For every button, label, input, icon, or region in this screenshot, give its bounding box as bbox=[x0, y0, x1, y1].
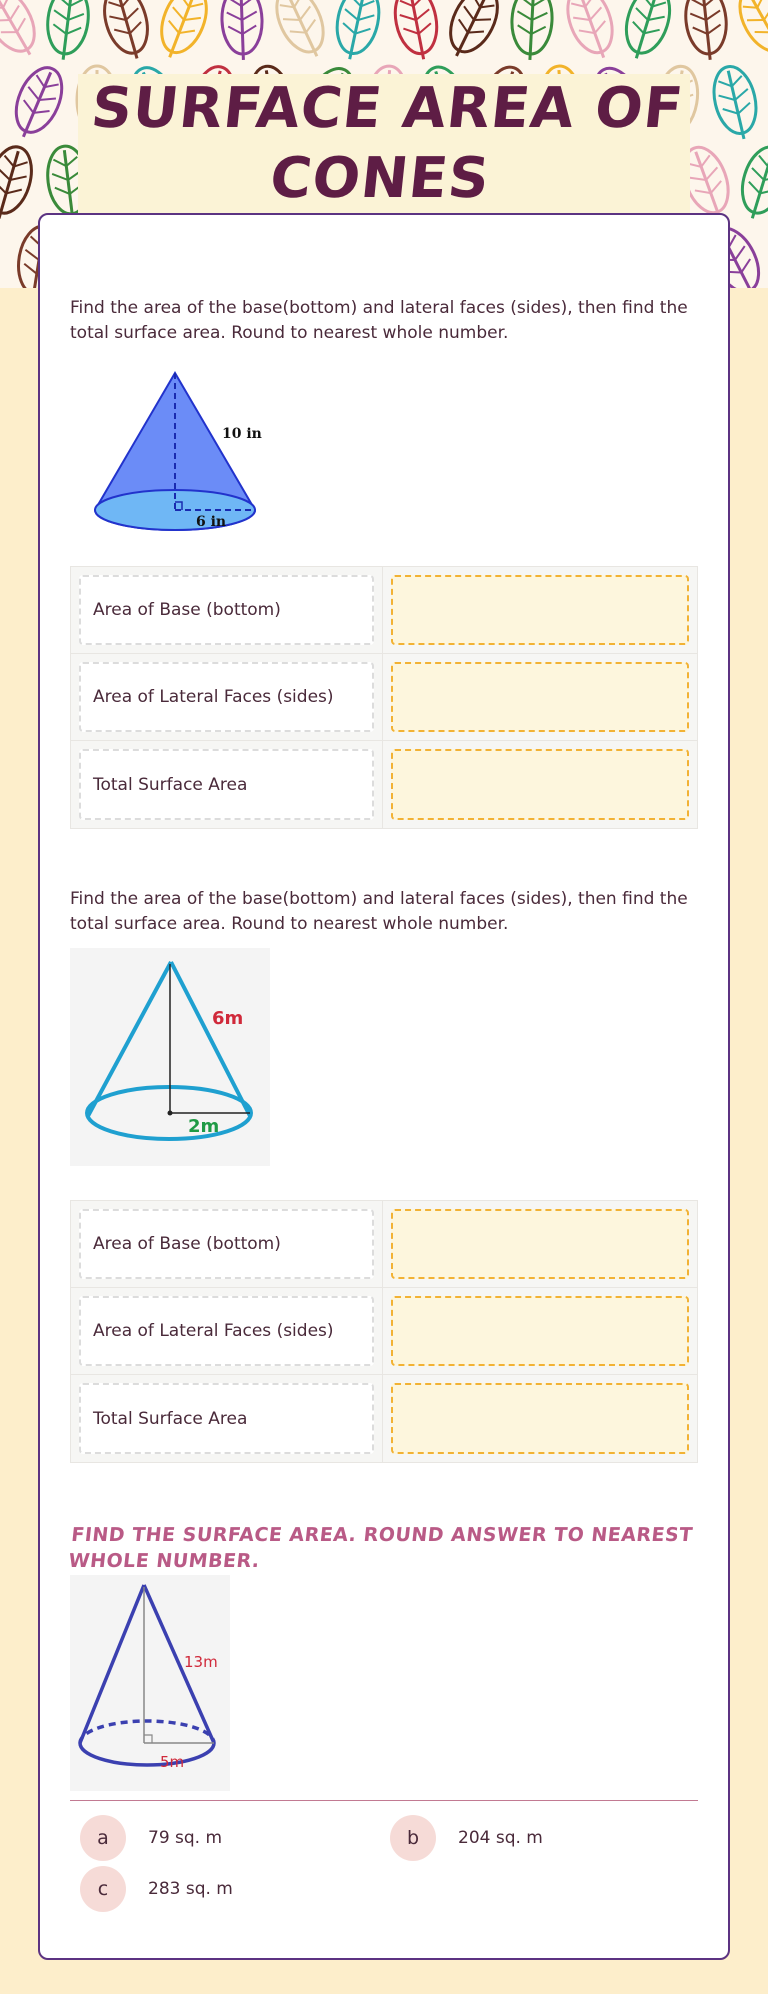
leaf-icon bbox=[758, 61, 768, 145]
leaf-icon bbox=[0, 142, 39, 224]
leaf-icon bbox=[438, 0, 506, 65]
q2-instruction: Find the area of the base(bottom) and lateral faces (sides), then find the total surface area. Round to nearest whole number. bbox=[70, 889, 688, 934]
table-row bbox=[71, 1201, 697, 1288]
table-row bbox=[71, 567, 697, 654]
leaf-icon bbox=[730, 0, 768, 65]
leaf-icon bbox=[617, 0, 677, 64]
choice-a-text[interactable]: 79 sq. m bbox=[148, 1828, 223, 1848]
q2-lateral-label: Area of Lateral Faces (sides) bbox=[79, 1296, 374, 1366]
leaf-icon bbox=[560, 0, 623, 64]
title-box bbox=[78, 74, 690, 214]
leaf-icon bbox=[330, 0, 385, 63]
q1-base-label: Area of Base (bottom) bbox=[79, 575, 374, 645]
leaf-icon bbox=[0, 0, 47, 65]
choices-divider bbox=[70, 1800, 698, 1801]
table-row bbox=[71, 1375, 697, 1462]
table-row bbox=[71, 741, 697, 828]
q2-answer-table bbox=[70, 1200, 698, 1463]
leaf-icon bbox=[390, 0, 443, 63]
q1-lateral-label: Area of Lateral Faces (sides) bbox=[79, 662, 374, 732]
title-line-1: SURFACE AREA OF bbox=[88, 76, 687, 141]
q2-lateral-answer-input[interactable] bbox=[391, 1296, 689, 1366]
q2-cone-figure bbox=[70, 948, 270, 1166]
q2-center-point bbox=[168, 1111, 173, 1116]
q2-total-label: Total Surface Area bbox=[79, 1383, 374, 1454]
q1-instruction: Find the area of the base(bottom) and lateral faces (sides), then find the total surface area. Round to nearest whole number. bbox=[70, 298, 688, 343]
choice-b-text[interactable]: 204 sq. m bbox=[458, 1828, 543, 1848]
q2-total-answer-input[interactable] bbox=[391, 1383, 689, 1454]
leaf-icon bbox=[221, 0, 264, 61]
choice-b[interactable] bbox=[390, 1815, 543, 1861]
q1-slant-label: 10 in bbox=[222, 426, 262, 442]
q3-figure-background bbox=[70, 1575, 230, 1791]
q3-cone-figure bbox=[70, 1575, 230, 1791]
q2-radius-label: 2m bbox=[188, 1116, 220, 1137]
choice-c-badge[interactable]: c bbox=[80, 1866, 126, 1912]
choice-a-badge[interactable]: a bbox=[80, 1815, 126, 1861]
title-line-2: CONES bbox=[267, 146, 494, 211]
leaf-icon bbox=[43, 0, 92, 62]
choice-c-text[interactable]: 283 sq. m bbox=[148, 1879, 233, 1899]
q2-slant-label: 6m bbox=[212, 1008, 244, 1029]
leaf-icon bbox=[733, 142, 768, 224]
leaf-icon bbox=[268, 0, 336, 65]
page-title bbox=[81, 74, 687, 214]
choice-b-badge[interactable]: b bbox=[390, 1815, 436, 1861]
q1-base-answer-input[interactable] bbox=[391, 575, 689, 645]
leaf-icon bbox=[510, 0, 554, 61]
leaf-icon bbox=[683, 0, 731, 62]
q1-radius-label: 6 in bbox=[196, 514, 227, 530]
table-row bbox=[71, 654, 697, 741]
q3-title: FIND THE SURFACE AREA. ROUND ANSWER TO NEAREST WHOLE NUMBER. bbox=[67, 1524, 694, 1572]
leaf-icon bbox=[708, 62, 764, 143]
leaf-icon bbox=[5, 61, 71, 145]
q2-base-answer-input[interactable] bbox=[391, 1209, 689, 1279]
q1-cone-figure bbox=[70, 366, 270, 546]
q2-base-label: Area of Base (bottom) bbox=[79, 1209, 374, 1279]
leaf-icon bbox=[151, 0, 215, 65]
choice-c[interactable] bbox=[80, 1866, 233, 1912]
q1-total-label: Total Surface Area bbox=[79, 749, 374, 820]
q3-slant-label: 13m bbox=[184, 1653, 218, 1671]
leaf-icon bbox=[97, 0, 156, 64]
choice-a[interactable] bbox=[80, 1815, 222, 1861]
q1-lateral-answer-input[interactable] bbox=[391, 662, 689, 732]
q3-radius-label: 5m bbox=[160, 1753, 185, 1771]
q1-total-answer-input[interactable] bbox=[391, 749, 689, 820]
q1-answer-table bbox=[70, 566, 698, 829]
table-row bbox=[71, 1288, 697, 1375]
